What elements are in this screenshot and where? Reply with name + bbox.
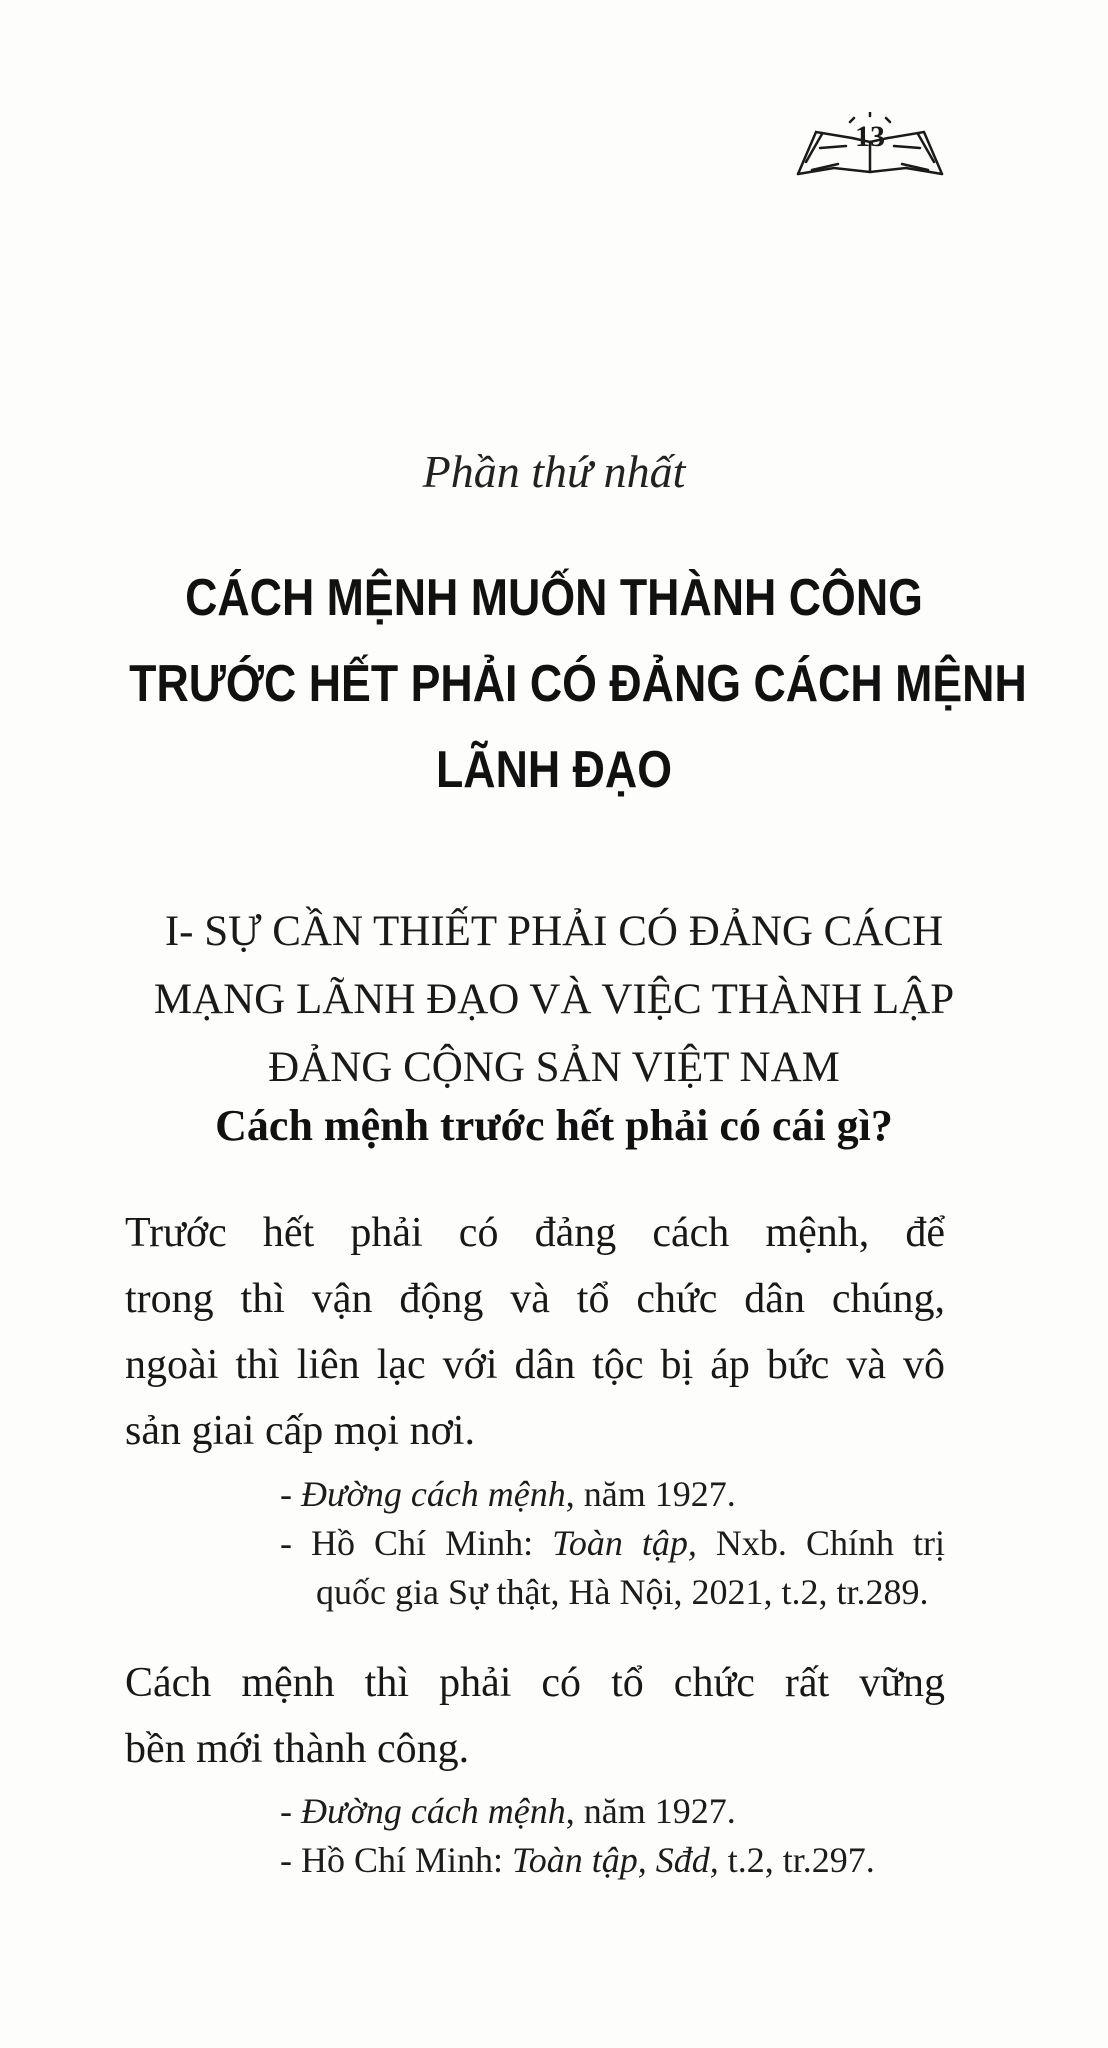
- quote-line: ngoài thì liên lạc với dân tộc bị áp bức và vô: [125, 1342, 945, 1388]
- citation-ref-line: - Hồ Chí Minh: Toàn tập, Nxb. Chính trị: [280, 1523, 945, 1563]
- quote-line: bền mới thành công.: [125, 1726, 470, 1772]
- quote-line: trong thì vận động và tổ chức dân chúng,: [125, 1276, 945, 1322]
- citation-source-line: - Đường cách mệnh, năm 1927.: [280, 1474, 736, 1514]
- chapter-title-line: LÃNH ĐẠO: [435, 741, 672, 799]
- chapter-title-line: TRƯỚC HẾT PHẢI CÓ ĐẢNG CÁCH MỆNH: [129, 655, 1027, 713]
- chapter-title: [129, 555, 1027, 813]
- quote-line: sản giai cấp mọi nơi.: [125, 1408, 475, 1454]
- question-heading: Cách mệnh trước hết phải có cái gì?: [215, 1101, 893, 1150]
- citation-source-line: - Đường cách mệnh, năm 1927.: [280, 1791, 736, 1831]
- citation-1: [280, 1470, 945, 1617]
- section-heading: [60, 898, 1048, 1102]
- page-number: 13: [855, 120, 885, 153]
- quote-paragraph-1: [125, 1200, 945, 1464]
- book-title: Toàn tập, Sđd,: [512, 1840, 719, 1880]
- section-heading-line: ĐẢNG CỘNG SẢN VIỆT NAM: [268, 1044, 840, 1091]
- citation-2: [280, 1787, 945, 1885]
- citation-ref-line: - Hồ Chí Minh: Toàn tập, Sđd, t.2, tr.297.: [280, 1840, 875, 1880]
- part-label: Phần thứ nhất: [422, 446, 686, 497]
- source-work-title: Đường cách mệnh: [301, 1474, 566, 1514]
- chapter-title-line: CÁCH MỆNH MUỐN THÀNH CÔNG: [185, 569, 923, 627]
- section-heading-line: I- SỰ CẦN THIẾT PHẢI CÓ ĐẢNG CÁCH: [164, 908, 944, 955]
- quote-line: Trước hết phải có đảng cách mệnh, để: [125, 1210, 945, 1256]
- quote-paragraph-2: [125, 1650, 945, 1782]
- source-work-title: Đường cách mệnh: [301, 1791, 566, 1831]
- citation-ref-line: quốc gia Sự thật, Hà Nội, 2021, t.2, tr.289.: [316, 1572, 929, 1612]
- quote-line: Cách mệnh thì phải có tổ chức rất vững: [125, 1660, 945, 1706]
- section-heading-line: MẠNG LÃNH ĐẠO VÀ VIỆC THÀNH LẬP: [153, 976, 955, 1023]
- page-number-badge: [790, 112, 950, 182]
- book-title: Toàn tập,: [552, 1523, 697, 1563]
